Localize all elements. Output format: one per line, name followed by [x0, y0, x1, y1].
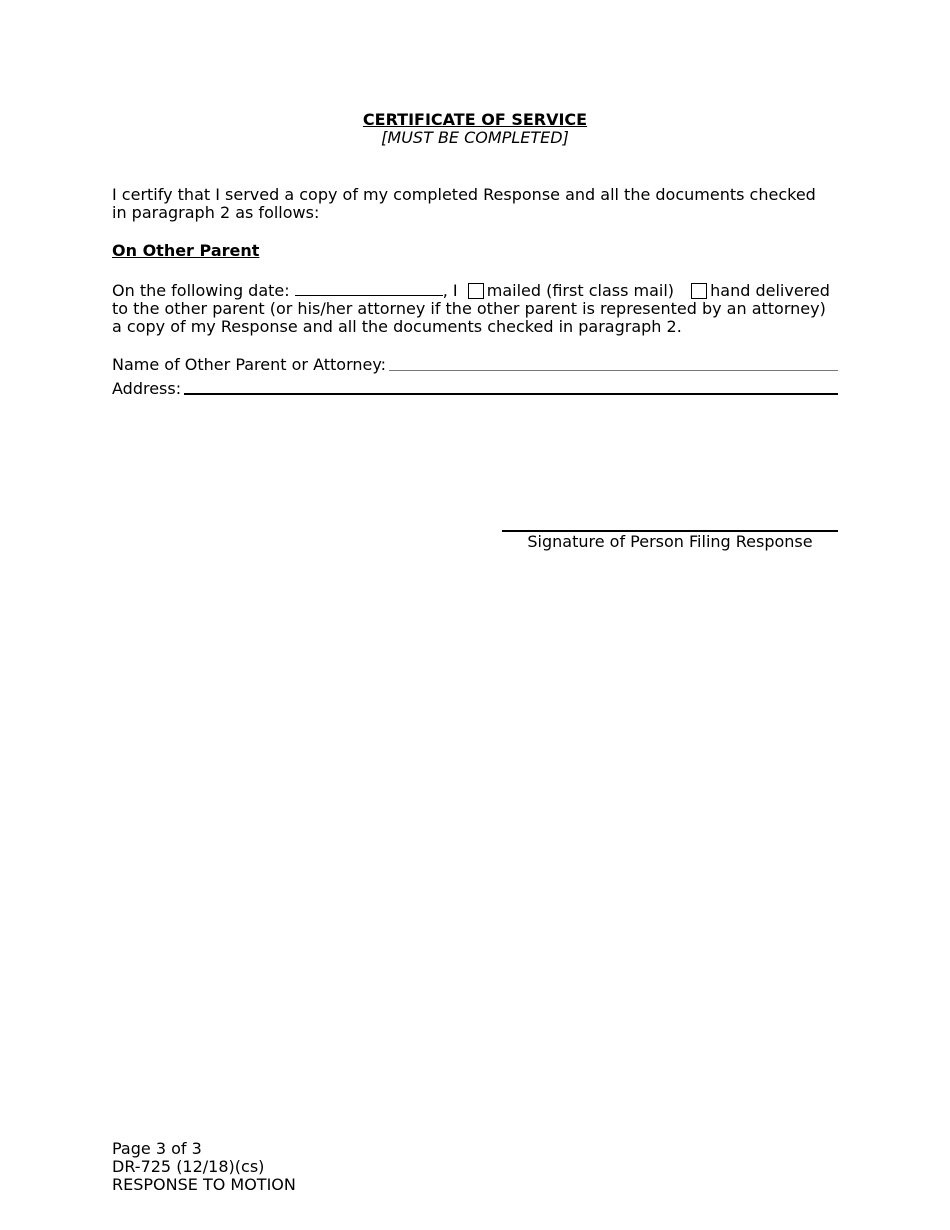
- hand-delivered-label: hand delivered: [710, 281, 830, 300]
- section-heading-other-parent: On Other Parent: [112, 241, 260, 260]
- footer-page-number: Page 3 of 3: [112, 1139, 202, 1158]
- service-continuation: to the other parent (or his/her attorney if the other parent is represented by an attorney) a copy of my Response and all the documents checked in paragraph 2.: [112, 299, 826, 336]
- address-label: Address:: [112, 379, 182, 398]
- certificate-heading: [0, 111, 950, 147]
- certificate-intro: I certify that I served a copy of my completed Response and all the documents checked in paragraph 2 as follows:: [112, 185, 816, 222]
- name-label: Name of Other Parent or Attorney:: [112, 355, 387, 374]
- page-footer: [112, 1140, 296, 1194]
- name-input-line[interactable]: [389, 370, 838, 371]
- signature-label: Signature of Person Filing Response: [527, 532, 813, 551]
- date-prefix: On the following date:: [112, 281, 290, 300]
- certificate-title: CERTIFICATE OF SERVICE: [362, 110, 588, 129]
- footer-form-title: RESPONSE TO MOTION: [112, 1175, 296, 1194]
- address-field-row: [112, 378, 838, 398]
- footer-form-id: DR-725 (12/18)(cs): [112, 1157, 265, 1176]
- date-suffix: , I: [442, 281, 458, 300]
- mailed-label: mailed (first class mail): [486, 281, 675, 300]
- hand-delivered-checkbox[interactable]: [691, 283, 707, 299]
- address-input-line[interactable]: [184, 393, 838, 395]
- name-field-row: [112, 354, 838, 374]
- date-field[interactable]: [295, 281, 443, 296]
- service-first-line: [112, 281, 837, 300]
- mailed-checkbox[interactable]: [468, 283, 484, 299]
- service-paragraph: [112, 281, 837, 336]
- certificate-subtitle: [MUST BE COMPLETED]: [381, 128, 569, 147]
